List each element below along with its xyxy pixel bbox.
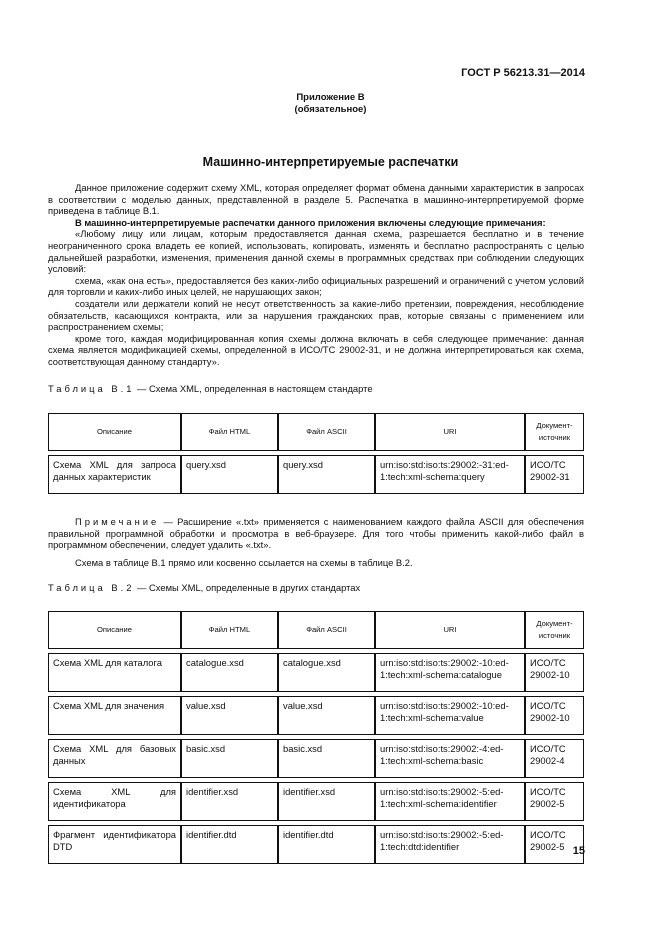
table-1-header-cell: Файл HTML <box>181 413 278 451</box>
table-1-note <box>48 516 584 551</box>
table-2-header-cell: Описание <box>48 611 181 649</box>
table-2-header-cell: Файл HTML <box>181 611 278 649</box>
table-1-header-row <box>48 413 584 451</box>
table-row <box>48 825 584 864</box>
annex-heading <box>0 92 661 116</box>
paragraph-condition-2: создатели или держатели копий не несут ответственность за какие-либо претензии, повреждения, несоблюдение обязательств, касающихся контракта, или за нарушения гражданских прав, которые связаны с применением или распространением схемы; <box>48 297 584 333</box>
table-1-header-cell: URI <box>375 413 525 451</box>
table-2-caption <box>48 582 360 593</box>
table-cell: ИСО/ТС 29002-4 <box>525 739 584 778</box>
table-2-header-row <box>48 611 584 649</box>
table-1-caption-text: — Схема XML, определенная в настоящем стандарте <box>134 383 373 394</box>
table-cell: catalogue.xsd <box>181 653 278 692</box>
reference-text <box>48 557 584 569</box>
paragraph-condition-3: кроме того, каждая модифицированная копия схемы должна включать в себя следующее примечание: данная схема является модификацией схемы, определенной в ИСО/ТС 29002-31, и не должна интерпретироваться как схема, соответствующая данному стандарту». <box>48 332 584 367</box>
table-cell: urn:iso:std:iso:ts:29002:-5:ed-1:tech:dtd:identifier <box>375 825 525 864</box>
table-row <box>48 782 584 821</box>
note-text: — Расширение «.txt» применяется с наименованием каждого файла ASCII для обеспечения правильной программной обработки и просмотра в веб-браузере. Для того чтобы применить какой-либо файл в программном обеспечении, следует удалить «.txt». <box>48 516 584 551</box>
table-1-label: Таблица В.1 <box>48 383 135 394</box>
table-cell: catalogue.xsd <box>278 653 375 692</box>
table-cell: basic.xsd <box>278 739 375 778</box>
table-cell: Схема XML для запроса данных характеристик <box>48 455 181 494</box>
table-cell: identifier.xsd <box>181 782 278 821</box>
section-title: Машинно-интерпретируемые распечатки <box>202 155 459 169</box>
table-cell: urn:iso:std:iso:ts:29002:-31:ed-1:tech:xml-schema:query <box>375 455 525 494</box>
table-row <box>48 696 584 735</box>
table-cell: ИСО/ТС 29002-5 <box>525 825 584 864</box>
table-cell: Фрагмент идентификатора DTD <box>48 825 181 864</box>
annex-status: (обязательное) <box>294 104 367 115</box>
table-row <box>48 739 584 778</box>
table-1 <box>48 413 584 494</box>
table-2 <box>48 611 584 864</box>
page-number: 15 <box>572 845 585 857</box>
table-cell: query.xsd <box>181 455 278 494</box>
table-cell: ИСО/ТС 29002-10 <box>525 653 584 692</box>
paragraph-condition-1: схема, «как она есть», предоставляется без каких-либо официальных разрешений и ограничений с учетом условий для торговли и каких-либо иных целей, не нарушающих закон; <box>48 274 584 298</box>
table-cell: Схема XML для идентификатора <box>48 782 181 821</box>
table-cell: ИСО/ТС 29002-5 <box>525 782 584 821</box>
annex-title: Приложение В <box>296 92 365 103</box>
table-cell: urn:iso:std:iso:ts:29002:-4:ed-1:tech:xml-schema:basic <box>375 739 525 778</box>
table-cell: basic.xsd <box>181 739 278 778</box>
table-cell: urn:iso:std:iso:ts:29002:-5:ed-1:tech:xml-schema:identifier <box>375 782 525 821</box>
table-1-header-cell: Описание <box>48 413 181 451</box>
table-cell: identifier.dtd <box>181 825 278 864</box>
table-1-header-cell: Документ-источник <box>525 413 584 451</box>
table-cell: identifier.dtd <box>278 825 375 864</box>
intro-text <box>48 182 584 368</box>
table-row <box>48 653 584 692</box>
table-cell: value.xsd <box>181 696 278 735</box>
table-cell: urn:iso:std:iso:ts:29002:-10:ed-1:tech:xml-schema:catalogue <box>375 653 525 692</box>
paragraph-notes-lead: В машинно-интерпретируемые распечатки данного приложения включены следующие примечания: <box>75 216 546 228</box>
table-1-caption <box>48 383 373 394</box>
table-2-caption-text: — Схемы XML, определенные в других стандартах <box>134 582 361 593</box>
paragraph-license: «Любому лицу или лицам, которым предоставляется данная схема, разрешается бесплатно и в течение неограниченного срока владеть ее копией, использовать, копировать, изменять и бесплатно распространять с целью дальнейшей разработки, изменения, применения данной схемы в программных средствах при соблюдении следующих условий: <box>48 228 584 275</box>
table-1-header-cell: Файл ASCII <box>278 413 375 451</box>
table-cell: ИСО/ТС 29002-31 <box>525 455 584 494</box>
table-cell: value.xsd <box>278 696 375 735</box>
table-cell: Схема XML для базовых данных <box>48 739 181 778</box>
paragraph-intro: Данное приложение содержит схему XML, которая определяет формат обмена данными характеристик в запросах в соответствии с моделью данных, представленной в разделе 5. Распечатка в машинно-интерпретируемой форме приведена в таблице В.1. <box>48 182 584 217</box>
note-label: Примечание <box>75 516 160 527</box>
table-cell: identifier.xsd <box>278 782 375 821</box>
standard-designation: ГОСТ Р 56213.31—2014 <box>461 67 585 79</box>
table-2-header-cell: URI <box>375 611 525 649</box>
table-cell: urn:iso:std:iso:ts:29002:-10:ed-1:tech:xml-schema:value <box>375 696 525 735</box>
table-cell: Схема XML для каталога <box>48 653 181 692</box>
table-2-header-cell: Файл ASCII <box>278 611 375 649</box>
table-cell: ИСО/ТС 29002-10 <box>525 696 584 735</box>
paragraph-reference: Схема в таблице В.1 прямо или косвенно ссылается на схемы в таблице В.2. <box>75 557 413 568</box>
table-cell: Схема XML для значения <box>48 696 181 735</box>
table-cell: query.xsd <box>278 455 375 494</box>
table-2-header-cell: Документ-источник <box>525 611 584 649</box>
table-row <box>48 455 584 494</box>
table-2-label: Таблица В.2 <box>48 582 135 593</box>
